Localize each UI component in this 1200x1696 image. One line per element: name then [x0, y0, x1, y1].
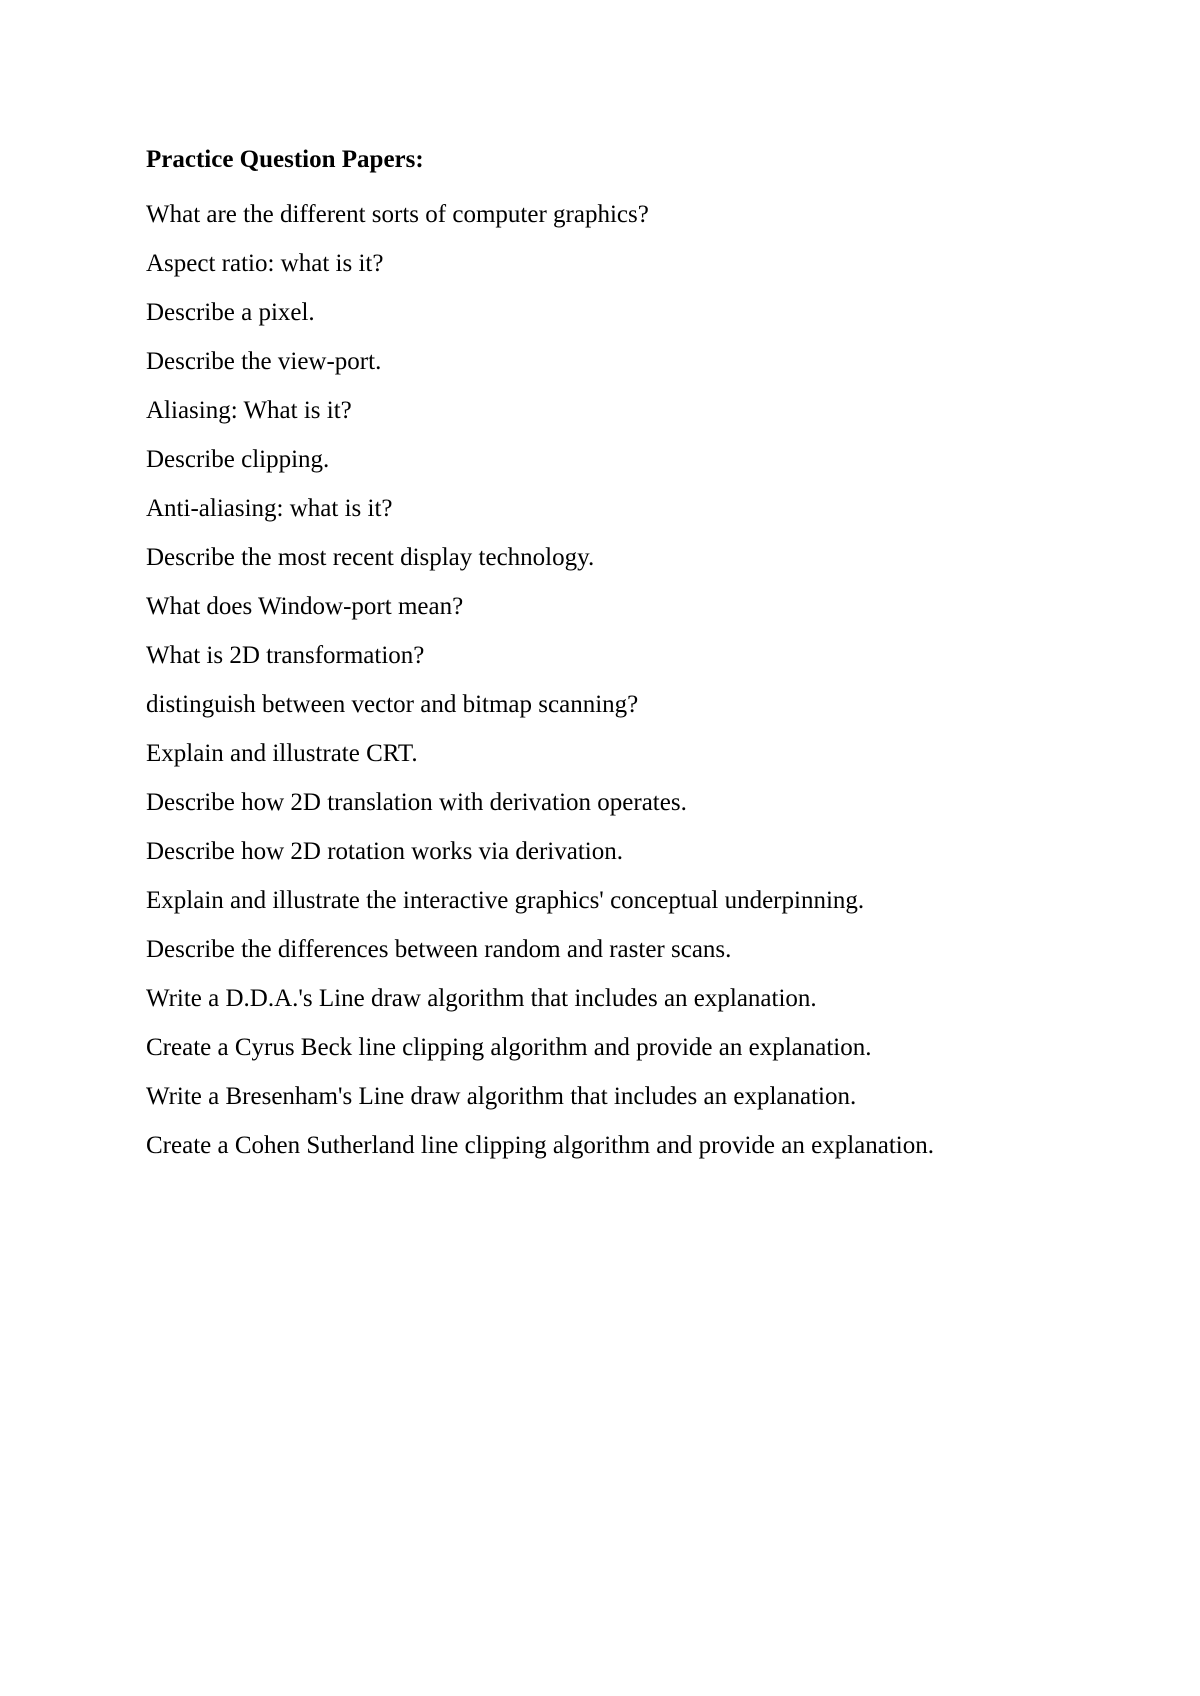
question-item: Describe the most recent display technology. [146, 544, 595, 571]
question-item: What does Window-port mean? [146, 593, 464, 620]
question-item: Explain and illustrate the interactive graphics' conceptual underpinning. [146, 887, 865, 914]
question-item: Describe how 2D rotation works via derivation. [146, 838, 623, 865]
question-item: What is 2D transformation? [146, 642, 425, 669]
question-item: Write a Bresenham's Line draw algorithm that includes an explanation. [146, 1083, 857, 1110]
question-item: Aspect ratio: what is it? [146, 250, 384, 277]
question-item: distinguish between vector and bitmap scanning? [146, 691, 639, 718]
question-item: Anti-aliasing: what is it? [146, 495, 393, 522]
document-body [146, 145, 1106, 1180]
question-item: Write a D.D.A.'s Line draw algorithm that includes an explanation. [146, 985, 817, 1012]
question-item: Create a Cohen Sutherland line clipping algorithm and provide an explanation. [146, 1132, 934, 1159]
page-title: Practice Question Papers: [146, 146, 424, 173]
question-item: Explain and illustrate CRT. [146, 740, 418, 767]
question-item: Describe the view-port. [146, 348, 382, 375]
question-item: Describe how 2D translation with derivation operates. [146, 789, 687, 816]
question-item: Describe a pixel. [146, 299, 315, 326]
question-item: What are the different sorts of computer graphics? [146, 201, 649, 228]
question-item: Create a Cyrus Beck line clipping algorithm and provide an explanation. [146, 1034, 872, 1061]
question-list [146, 200, 1106, 1161]
question-item: Describe the differences between random and raster scans. [146, 936, 732, 963]
question-item: Aliasing: What is it? [146, 397, 352, 424]
question-item: Describe clipping. [146, 446, 330, 473]
